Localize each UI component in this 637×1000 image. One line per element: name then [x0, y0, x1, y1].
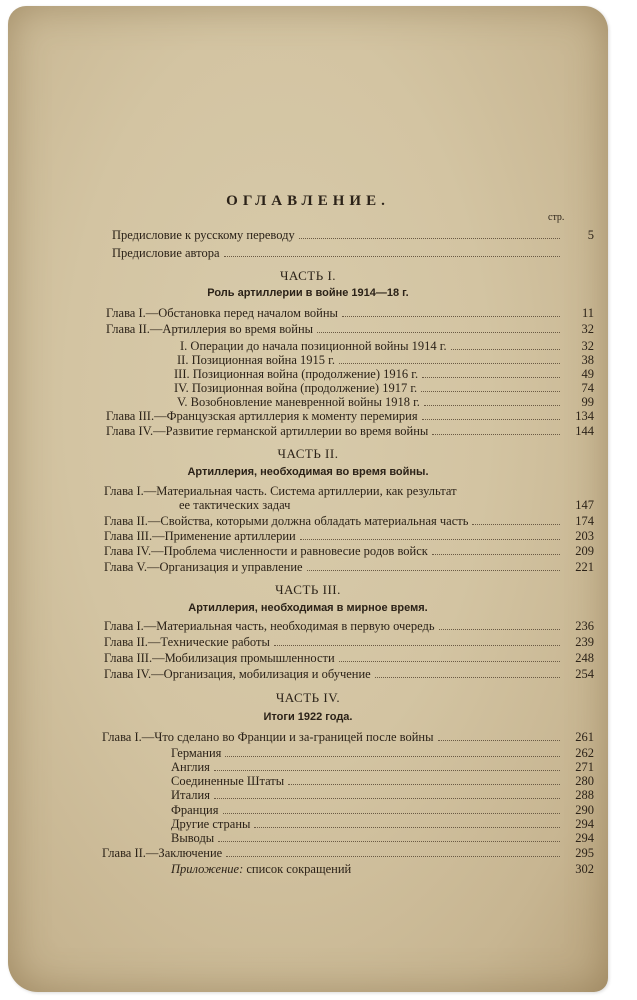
toc-entry[interactable]: Глава I.—Обстановка перед началом войны 11	[106, 306, 594, 320]
leader-dots	[225, 746, 560, 757]
toc-entry[interactable]: Глава IV.—Развитие германской артиллерии во время войны 144	[106, 424, 594, 438]
toc-entry[interactable]: Глава II.—Свойства, которыми должна обладать материальная часть 174	[104, 514, 594, 528]
leader-dots	[339, 353, 560, 364]
toc-entry[interactable]: Предисловие к русскому переводу 5	[112, 228, 594, 242]
toc-subentry[interactable]: I. Операции до начала позиционной войны 1914 г. 32	[180, 339, 594, 353]
leader-dots	[422, 409, 560, 420]
leader-dots	[307, 560, 560, 571]
leader-dots	[254, 817, 560, 828]
book-page	[8, 6, 608, 992]
toc-entry[interactable]: Глава I.—Что сделано во Франции и за-границей после войны 261	[102, 730, 594, 744]
toc-subentry[interactable]: IV. Позиционная война (продолжение) 1917 г. 74	[174, 381, 594, 395]
toc-subentry[interactable]: Соединенные Штаты 280	[171, 774, 594, 788]
leader-dots	[375, 667, 560, 678]
toc-subentry[interactable]: Англия 271	[171, 760, 594, 774]
part-subtitle: Итоги 1922 года.	[263, 711, 353, 723]
toc-entry[interactable]: Глава IV.—Проблема численности и равновесие родов войск 209	[104, 544, 594, 558]
toc-subentry[interactable]: II. Позиционная война 1915 г. 38	[177, 353, 594, 367]
toc-subentry[interactable]: Германия 262	[171, 746, 594, 760]
leader-dots	[342, 306, 560, 317]
toc-entry[interactable]: Глава II.—Артиллерия во время войны 32	[106, 322, 594, 336]
leader-dots	[294, 498, 560, 509]
part-heading: ЧАСТЬ I.	[279, 268, 337, 283]
leader-dots	[214, 760, 560, 771]
leader-dots	[274, 635, 560, 646]
toc-subentry[interactable]: III. Позиционная война (продолжение) 1916 г. 49	[174, 367, 594, 381]
toc-entry[interactable]: Глава V.—Организация и управление 221	[104, 560, 594, 574]
part-subtitle: Артиллерия, необходимая в мирное время.	[188, 602, 428, 614]
part-subtitle: Артиллерия, необходимая во время войны.	[187, 466, 429, 478]
leader-dots	[355, 862, 560, 873]
leader-dots	[424, 395, 560, 406]
leader-dots	[472, 514, 560, 525]
leader-dots	[226, 846, 560, 857]
toc-entry-line1[interactable]: Глава I.—Материальная часть. Система артиллерии, как результат	[104, 484, 457, 498]
leader-dots	[421, 381, 560, 392]
leader-dots	[224, 246, 561, 257]
toc-entry[interactable]: Глава II.—Технические работы 239	[104, 635, 594, 649]
part-heading: ЧАСТЬ II.	[277, 446, 339, 461]
page-column-label: стр.	[548, 212, 565, 223]
leader-dots	[300, 529, 560, 540]
leader-dots	[214, 788, 560, 799]
toc-entry[interactable]: Глава I.—Материальная часть, необходимая в первую очередь 236	[104, 619, 594, 633]
leader-dots	[451, 339, 560, 350]
toc-subentry[interactable]: Франция 290	[171, 803, 594, 817]
appendix-label: Приложение:	[171, 862, 244, 876]
toc-subentry[interactable]: Италия 288	[171, 788, 594, 802]
leader-dots	[432, 424, 560, 435]
leader-dots	[288, 774, 560, 785]
page-title: ОГЛАВЛЕНИЕ.	[226, 193, 390, 209]
toc-entry[interactable]: Глава IV.—Организация, мобилизация и обучение 254	[104, 667, 594, 681]
toc-subentry[interactable]: V. Возобновление маневренной войны 1918 г. 99	[177, 395, 594, 409]
part-subtitle: Роль артиллерии в войне 1914—18 г.	[207, 287, 409, 299]
leader-dots	[439, 619, 560, 630]
toc-entry[interactable]: Глава III.—Мобилизация промышленности 248	[104, 651, 594, 665]
toc-appendix[interactable]: Приложение: список сокращений 302	[171, 862, 594, 876]
leader-dots	[223, 803, 561, 814]
part-heading: ЧАСТЬ IV.	[275, 690, 341, 705]
toc-entry[interactable]: Предисловие автора	[112, 246, 594, 261]
appendix-text: список сокращений	[246, 862, 352, 876]
toc-entry[interactable]: Глава II.—Заключение 295	[102, 846, 594, 860]
toc-entry-continuation[interactable]: ее тактических задач 147	[179, 498, 594, 512]
leader-dots	[317, 322, 560, 333]
leader-dots	[422, 367, 560, 378]
toc-entry[interactable]: Глава III.—Применение артиллерии 203	[104, 529, 594, 543]
toc-subentry[interactable]: Другие страны 294	[171, 817, 594, 831]
leader-dots	[299, 228, 560, 239]
leader-dots	[438, 730, 561, 741]
leader-dots	[218, 831, 560, 842]
part-heading: ЧАСТЬ III.	[275, 582, 341, 597]
leader-dots	[339, 651, 560, 662]
toc-entry[interactable]: Глава III.—Французская артиллерия к моменту перемирия 134	[106, 409, 594, 423]
leader-dots	[432, 544, 560, 555]
toc-subentry[interactable]: Выводы 294	[171, 831, 594, 845]
